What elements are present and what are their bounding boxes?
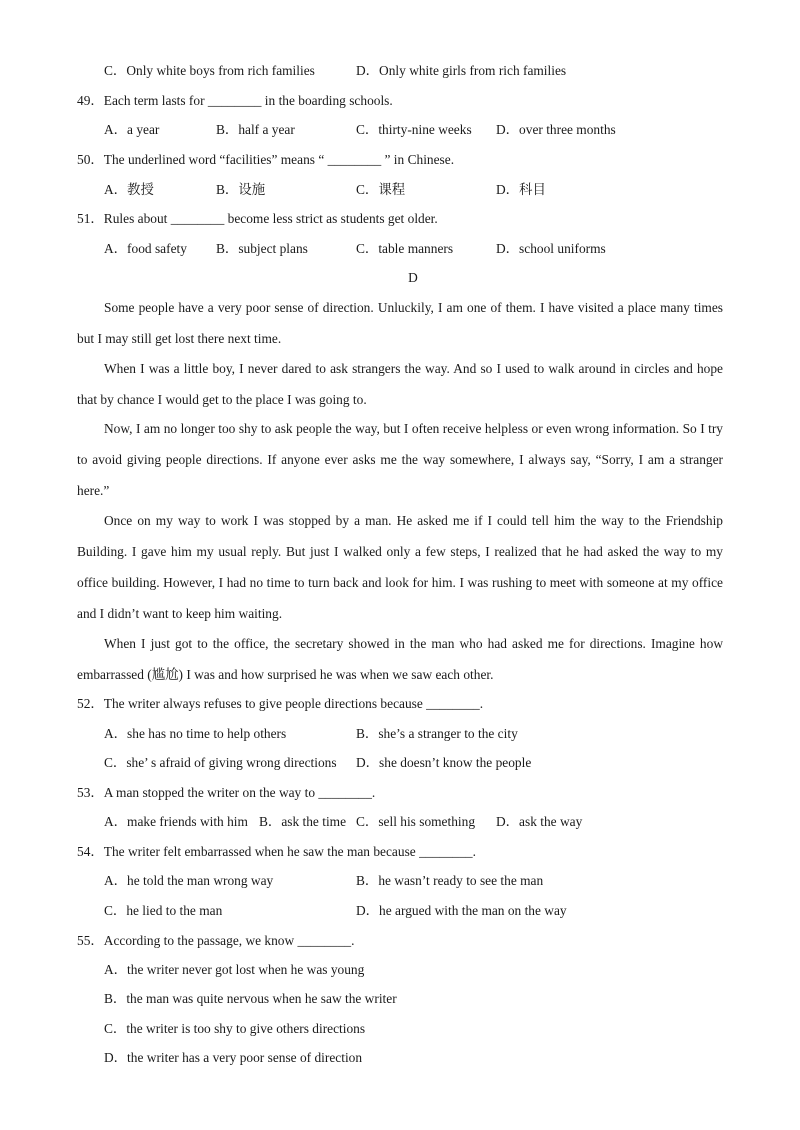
option-c: C．thirty-nine weeks [356,122,472,137]
option-b: B．half a year [216,122,295,137]
option-c: C．she’ s afraid of giving wrong directions [104,755,337,770]
question-50-options-row [0,180,800,200]
passage-paragraph: Once on my way to work I was stopped by a man. He asked me if I could tell him the way to the Friendship Building. I gave him my usual reply. But just I walked only a few steps, I realized that he had asked the way to my office building. However, I had no time to turn back and look for him. I was rushing to meet with someone at my office and I didn’t want to keep him waiting. [77,513,723,621]
option-b: B．设施 [216,182,266,197]
question-50-stem [0,150,800,170]
option-d: D．over three months [496,122,616,137]
option-a: A．a year [104,122,160,137]
section-title: D [408,270,418,285]
question-stem: 54．The writer felt embarrassed when he saw the man because ________. [77,844,476,859]
passage-paragraph: When I was a little boy, I never dared to ask strangers the way. And so I used to walk around in circles and hope that by chance I would get to the place I was going to. [77,361,723,407]
option-a: A．food safety [104,241,187,256]
option-c: C．课程 [356,182,406,197]
question-53-stem [0,783,800,803]
option-d: D．ask the way [496,814,583,829]
question-53-options-row [0,812,800,832]
option-d: D．she doesn’t know the people [356,755,532,770]
option-a: A．make friends with him [104,814,248,829]
passage-paragraph: Now, I am no longer too shy to ask people the way, but I often receive helpless or even wrong information. So I try to avoid giving people directions. If anyone ever asks me the way somewhere, I always say, “Sorry, I am a stranger here.” [77,421,723,498]
question-stem: 51．Rules about ________ become less strict as students get older. [77,211,438,226]
option-c: C．Only white boys from rich families [104,63,315,78]
option-d: D．the writer has a very poor sense of direction [104,1050,363,1065]
question-54-options-row [0,871,800,891]
option-a: A．he told the man wrong way [104,873,274,888]
option-a: A．教授 [104,182,154,197]
question-55-stem [0,931,800,951]
option-b: B．the man was quite nervous when he saw the writer [104,991,397,1006]
option-c: C．the writer is too shy to give others directions [104,1021,366,1036]
option-c: C．table manners [356,241,454,256]
question-52-options-row [0,753,800,773]
option-b: B．he wasn’t ready to see the man [356,873,544,888]
question-51-stem [0,209,800,229]
option-d: D．Only white girls from rich families [356,63,567,78]
question-55-option [0,1019,800,1039]
option-b: B．she’s a stranger to the city [356,726,518,741]
question-stem: 50．The underlined word “facilities” means “ ________ ” in Chinese. [77,152,455,167]
option-d: D．he argued with the man on the way [356,903,567,918]
question-55-option [0,1048,800,1068]
question-stem: 52．The writer always refuses to give people directions because ________. [77,696,484,711]
question-54-stem [0,842,800,862]
question-stem: 49．Each term lasts for ________ in the boarding schools. [77,93,393,108]
passage-paragraph: Some people have a very poor sense of direction. Unluckily, I am one of them. I have visited a place many times but I may still get lost there next time. [77,300,723,346]
question-48-options-row [0,61,800,81]
option-d: D．科目 [496,182,546,197]
option-a: A．she has no time to help others [104,726,287,741]
option-c: C．sell his something [356,814,476,829]
option-d: D．school uniforms [496,241,606,256]
question-49-options-row [0,120,800,140]
question-49-stem [0,91,800,111]
question-54-options-row [0,901,800,921]
option-b: B．subject plans [216,241,308,256]
question-51-options-row [0,239,800,259]
question-55-option [0,989,800,1009]
question-52-stem [0,694,800,714]
passage-paragraph: When I just got to the office, the secretary showed in the man who had asked me for directions. Imagine how embarrassed (尴尬) I was and how surprised he was when we saw each other. [77,636,723,682]
option-c: C．he lied to the man [104,903,223,918]
question-stem: 55．According to the passage, we know ________. [77,933,355,948]
option-a: A．the writer never got lost when he was young [104,962,365,977]
question-stem: 53．A man stopped the writer on the way to ________. [77,785,376,800]
option-b: B．ask the time [259,814,347,829]
question-55-option [0,960,800,980]
question-52-options-row [0,724,800,744]
